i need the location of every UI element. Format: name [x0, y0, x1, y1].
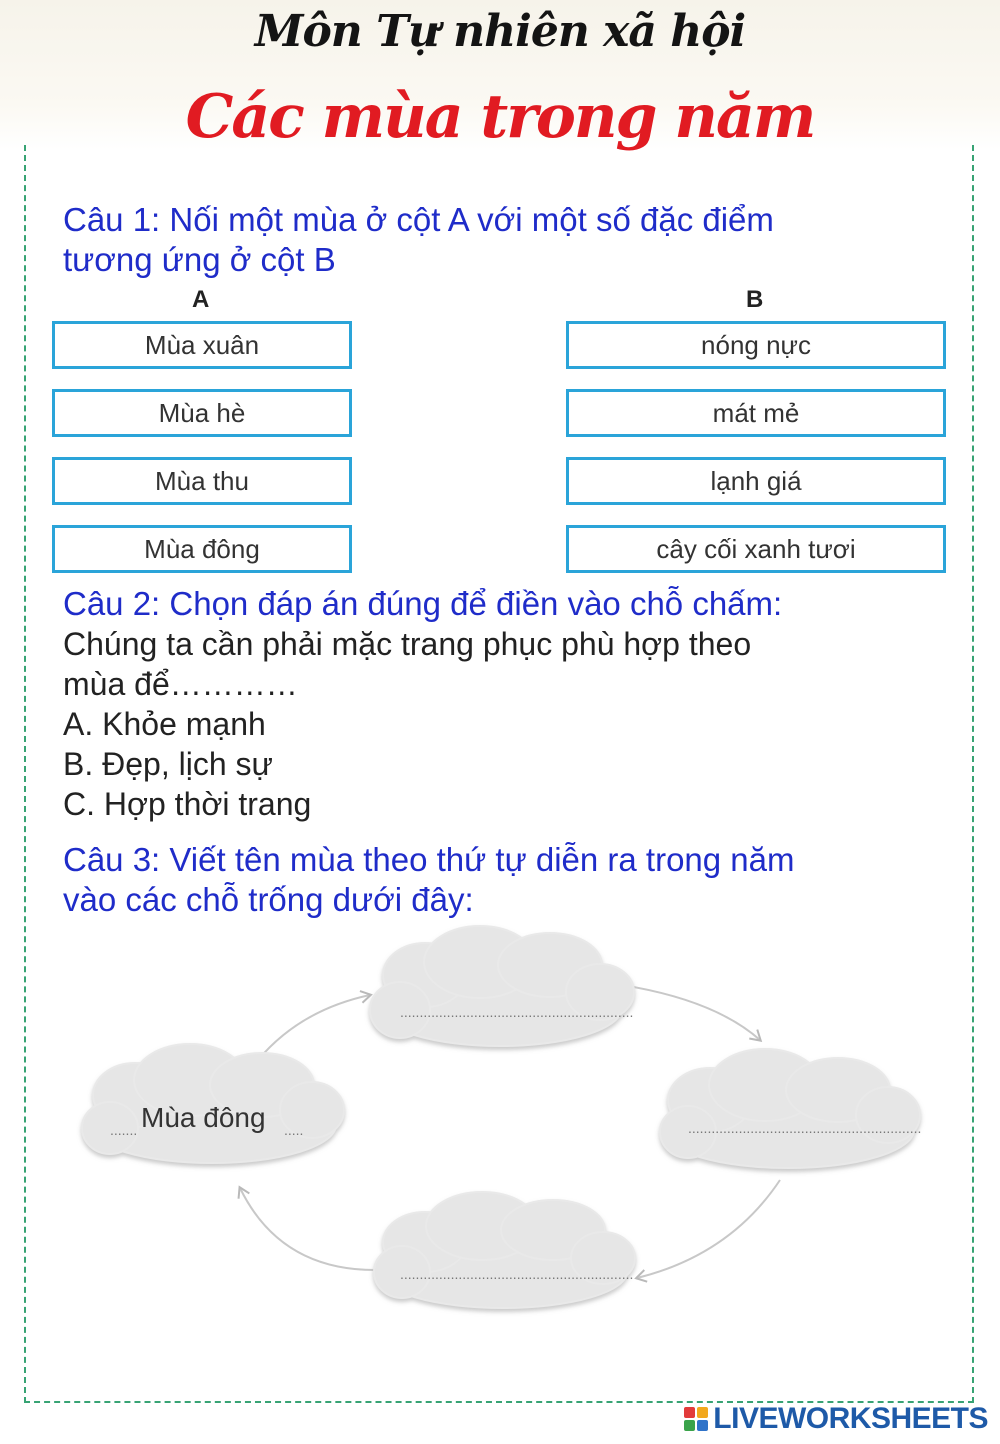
question-2-stem-line-2: mùa để………… [63, 666, 298, 702]
question-2-title: Câu 2: Chọn đáp án đúng để điền vào chỗ chấm: [63, 585, 783, 622]
match-a-item-4[interactable]: Mùa đông [52, 525, 352, 573]
column-b-header: B [746, 286, 764, 313]
liveworksheets-logo[interactable] [683, 1402, 988, 1436]
liveworksheets-logo-icon [683, 1406, 709, 1432]
match-a-item-3[interactable]: Mùa thu [52, 457, 352, 505]
given-season-label: Mùa đông [141, 1102, 266, 1133]
question-2-stem-line-1: Chúng ta cần phải mặc trang phục phù hợp theo [63, 626, 752, 662]
match-b-item-1[interactable]: nóng nực [566, 321, 946, 369]
question-1-line-1: Câu 1: Nối một mùa ở cột A với một số đặc điểm [63, 201, 774, 238]
arrow-bottom-to-left [240, 1188, 375, 1270]
blank-cloud-top[interactable]: ............................................................ [400, 1004, 634, 1020]
match-b-item-2[interactable]: mát mẻ [566, 389, 946, 437]
liveworksheets-brand-text: LIVEWORKSHEETS [713, 1402, 988, 1435]
match-a-item-1[interactable]: Mùa xuân [52, 321, 352, 369]
match-b-item-3[interactable]: lạnh giá [566, 457, 946, 505]
column-a-header: A [192, 286, 210, 313]
cloud-bottom [374, 1192, 635, 1308]
cloud-top [370, 926, 634, 1046]
match-a-item-2[interactable]: Mùa hè [52, 389, 352, 437]
question-2-option-c[interactable]: C. Hợp thời trang [63, 786, 312, 822]
dots-after-given: ..... [284, 1122, 304, 1138]
worksheet-title: Các mùa trong năm [185, 82, 815, 152]
subject-heading: Môn Tự nhiên xã hội [254, 6, 746, 57]
cloud-right [660, 1049, 920, 1168]
question-2-option-b[interactable]: B. Đẹp, lịch sự [63, 746, 273, 782]
arrow-right-to-bottom [637, 1180, 780, 1278]
question-2-option-a[interactable]: A. Khỏe mạnh [63, 706, 266, 742]
blank-cloud-right[interactable]: ............................................................ [688, 1120, 922, 1136]
match-b-item-4[interactable]: cây cối xanh tươi [566, 525, 946, 573]
blank-cloud-bottom[interactable]: ............................................................ [400, 1266, 634, 1282]
arrow-left-to-top [258, 995, 370, 1060]
arrow-top-to-right [622, 985, 760, 1040]
question-3-line-1: Câu 3: Viết tên mùa theo thứ tự diễn ra trong năm [63, 841, 795, 878]
question-1-line-2: tương ứng ở cột B [63, 241, 336, 278]
question-3-line-2: vào các chỗ trống dưới đây: [63, 881, 474, 918]
dots-before-given: ....... [110, 1122, 138, 1138]
